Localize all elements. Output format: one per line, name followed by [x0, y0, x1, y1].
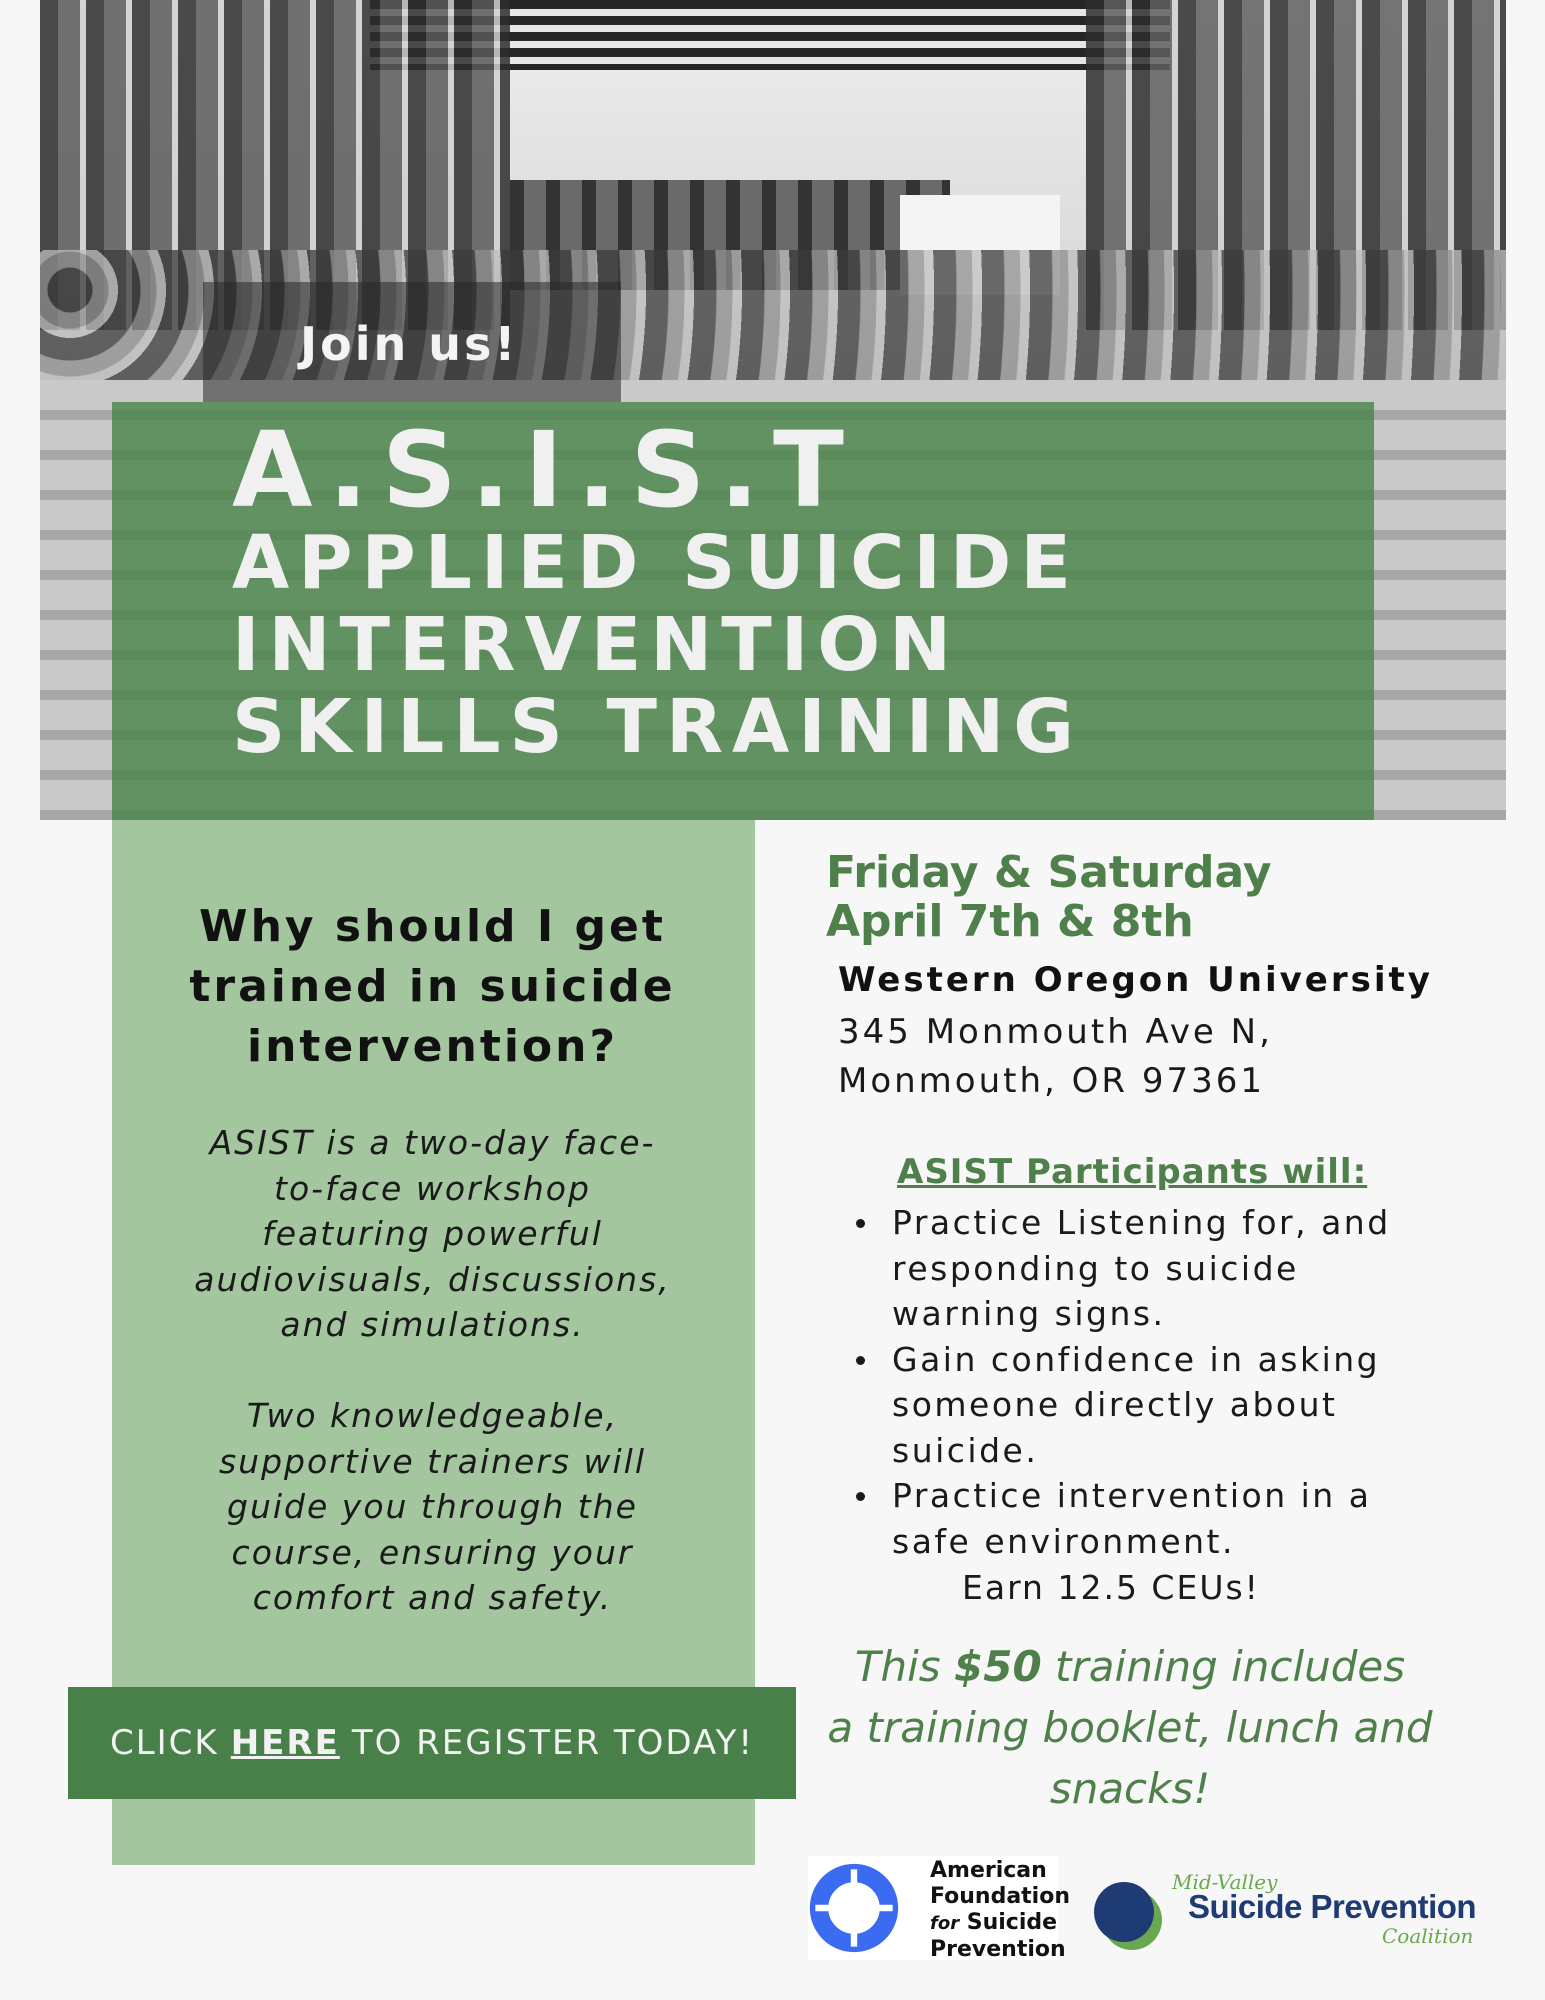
- why-heading: [150, 897, 715, 1077]
- blurb-line: Two knowledgeable,: [246, 1396, 619, 1435]
- coalition-name: Suicide Prevention: [1188, 1888, 1477, 1925]
- benefit-line: suicide.: [892, 1430, 1039, 1470]
- blurb-line: supportive trainers will: [218, 1441, 647, 1481]
- benefit-item: [852, 1337, 1412, 1474]
- benefit-line: Practice Listening for, and: [892, 1203, 1391, 1242]
- date-line: Friday & Saturday: [826, 847, 1272, 898]
- blurb-line: ASIST is a two-day face-: [209, 1123, 656, 1162]
- address-line: 345 Monmouth Ave N,: [838, 1012, 1273, 1052]
- benefit-line: warning signs.: [892, 1294, 1166, 1333]
- blurb-line: audiovisuals, discussions,: [194, 1259, 671, 1299]
- blurb-line: course, ensuring your: [231, 1532, 634, 1572]
- register-suffix: TO REGISTER TODAY!: [351, 1723, 755, 1763]
- blurb-line: comfort and safety.: [252, 1578, 613, 1617]
- includes-line: a training booklet, lunch and: [827, 1703, 1433, 1752]
- afsp-line: Foundation: [930, 1884, 1071, 1909]
- title-full-name: [232, 522, 1083, 768]
- includes-post: training includes: [1055, 1642, 1406, 1691]
- includes-line: [810, 1636, 1450, 1697]
- afsp-logo: [808, 1856, 1071, 1962]
- includes-pre: This: [854, 1642, 941, 1691]
- title-line: SKILLS TRAINING: [232, 684, 1083, 770]
- blurb-line: featuring powerful: [262, 1214, 603, 1253]
- afsp-for: for: [930, 1913, 960, 1934]
- blurb-line: and simulations.: [280, 1305, 585, 1344]
- price-includes: [810, 1636, 1450, 1819]
- afsp-word: Suicide: [966, 1910, 1058, 1935]
- register-link[interactable]: HERE: [230, 1723, 340, 1763]
- workshop-description: [165, 1120, 700, 1348]
- register-button[interactable]: [68, 1687, 796, 1799]
- venue-name: Western Oregon University: [838, 960, 1433, 1000]
- benefit-item: [852, 1200, 1412, 1337]
- why-line: Why should I get: [199, 901, 666, 952]
- coalition-suffix: Coalition: [1382, 1924, 1474, 1948]
- benefit-line: responding to suicide: [892, 1248, 1299, 1288]
- participant-benefits: [852, 1200, 1412, 1564]
- title-line: APPLIED SUICIDE: [232, 520, 1080, 606]
- afsp-name: [930, 1858, 1070, 1963]
- ceu-credits: Earn 12.5 CEUs!: [962, 1568, 1260, 1607]
- blurb-line: guide you through the: [227, 1487, 638, 1526]
- includes-line: snacks!: [1049, 1764, 1211, 1813]
- venue-address: [838, 1008, 1273, 1106]
- register-prefix: CLICK: [109, 1723, 219, 1763]
- benefit-line: Practice intervention in a: [892, 1476, 1372, 1515]
- address-line: Monmouth, OR 97361: [838, 1061, 1266, 1101]
- benefit-line: someone directly about: [892, 1385, 1338, 1424]
- afsp-line: Prevention: [930, 1937, 1066, 1962]
- mid-valley-coalition-logo: [1092, 1866, 1512, 1966]
- coalition-region: Mid-Valley: [1172, 1870, 1278, 1894]
- overlapping-circles-icon: [1092, 1876, 1172, 1956]
- title-acronym: A.S.I.S.T: [232, 409, 858, 531]
- benefit-line: safe environment.: [892, 1521, 1235, 1561]
- benefit-item: [852, 1473, 1412, 1564]
- benefit-line: Gain confidence in asking: [892, 1339, 1381, 1379]
- event-dates: [826, 848, 1272, 946]
- why-line: intervention?: [246, 1021, 619, 1072]
- join-text: Join us!: [300, 317, 519, 371]
- blurb-line: to-face workshop: [274, 1168, 591, 1208]
- price: $50: [954, 1642, 1042, 1691]
- participants-heading: ASIST Participants will:: [897, 1152, 1368, 1192]
- title-line: INTERVENTION: [232, 602, 961, 688]
- trainers-description: [165, 1393, 700, 1621]
- date-line: April 7th & 8th: [826, 896, 1194, 947]
- afsp-line: American: [930, 1858, 1047, 1883]
- lifebuoy-icon: [808, 1862, 900, 1954]
- why-line: trained in suicide: [189, 961, 676, 1012]
- afsp-line: [930, 1910, 1070, 1937]
